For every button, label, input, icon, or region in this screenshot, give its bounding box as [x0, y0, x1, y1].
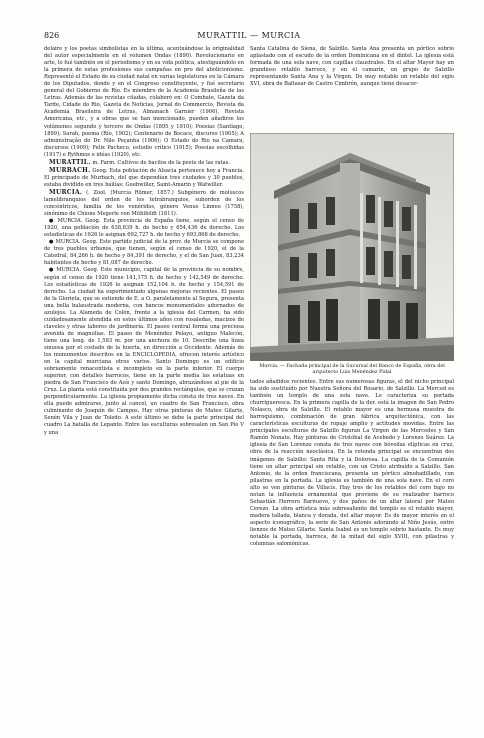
dictionary-entry [44, 189, 244, 218]
sub-entry: ● MURCIA. Geog. Este partido judicial de la prov. de Murcia se compone de tres pueblos urbanos, que tienen, según el censo de 1920, el de la Catedral, 84,266 h. de hecho y 84,391 de derecho, y el de San Juan, 83,234 habitantes de hecho y 81,087 de derecho. [44, 239, 244, 267]
dictionary-entry [44, 167, 244, 189]
entry-text: Geog. Esta población de Alsacia pertenece hoy a Francia. El principado de Murbach, del que dependían tres ciudades y 30 pueblos, estaba dividido en tres bailías: Guebwiller, Saint-Amarin y Watwiller. [44, 167, 244, 188]
left-column [44, 46, 244, 437]
figure-caption: Murcia. — Fachada principal de la Sucursal del Banco de España, obra del arquitecto Luis Menéndez Pidal [259, 363, 445, 376]
figure [250, 133, 454, 376]
entry-headword: MURCIA. [49, 188, 83, 196]
paragraph: Santa Catalina de Siena, de Salzillo. Santa Ana presenta un pórtico sobrio aplastado con el escudo de la orden Dominicana en el dintel. La iglesia está formada de una sola nave, con capillas claustrales. En el altar Mayor hay un grandioso retablo barroco, y en el camarín, un grupo de Salzillo representando Santa Ana y la Virgen. De muy notable un retablo del siglo XVI, obra de Baltasar de Castro Cimbrón, aunque tiene desacer- [250, 46, 454, 88]
right-column-top [250, 46, 454, 88]
running-title: MURATTIL — MURCIA [197, 31, 301, 40]
page-header [44, 31, 454, 41]
dictionary-entry [44, 159, 244, 167]
building-photo [250, 133, 454, 361]
right-column-bottom [250, 379, 454, 548]
paragraph: delaire y los poetas simbolistas en la última, acentuándose la originalidad del autor especialmente en el volumen Ondas (1890). Revolucionario en arte, lo fué también en el periodismo y en su vida política, atestiguándolo en la primera de estas profesiones sus campañas en pro del abolicionismo. Representó el Estado de su ciudad natal en varias legislaturas en la Cámara de los Diputados, donde y en el Congreso constituyente, y fué secretario general del Gobierno de Río. Es miembro de la Academia Brasileña de las Letras. Además de las revistas citadas, colaboró en: O Combate, Gazeta da Tarde, Cidade do Rio, Gazeta de Noticias, Jornal do Commercio, Revista da Academia Brasileira de Letras, Almanach Garnier (1906), Revista Americana, etc., y a obras que se han mencionado, pueden añadirse los volúmenes segundo y tercero de Ondas (1895 y 1910); Poesias (Santiago, 1899); Sarah, poema (Río, 1902); Centenario de Bocace, discurso (1905); A administração do Dr. Nilo Peçanha (1906); O Estado do Rio na Camara, discursos (1909); Felix Pacheco, estudio crítico (1915); Poesias escolhidas (1917) e Rythmos e idéas (1920), etc. [44, 46, 244, 158]
bank-facade-illustration [250, 133, 454, 361]
sub-entry: ● MURCIA. Geog. Esta provincia de España tiene, según el censo de 1920, una población de 638,639 h. de hecho y 654,436 de derecho. Los estadísticas de 1926 le asignan 692,727 h. de hecho y 693,868 de derecho. [44, 218, 244, 239]
paragraph: tados añadidos recientes. Entre sus numerosas figuras, el del nicho principal ha sido sustituído por Nuestra Señora del Rosario, de Salzillo. La Merced es también un templo de una sola nave. Lo caracteriza su portada churrigueresca. En la primera capilla de la der. está la imagen de San Pedro Nolasco, obra de Salzillo. El retablo mayor es una hermosa muestra de barroquismo, combinación de gran fábrica arquitectónica, con las características esculturas de ropaje amplio y actitudes movidas. Entre las principales esculturas de Salzillo figuran La Virgen de las Mercedes y San Ramón Nonato. Hay pinturas de Cristóbal de Acebedo y Lorenzo Suárez. La iglesia de San Lorenzo consta de tres naves con bóvedas elípticas en cruz, obra de la reacción neoclásica. En la rotonda principal se encuentran dos imágenes de Salzillo: Santa Rita y la Dolorosa. La capilla de la Comunión tiene un altar principal sin retablo, con un Cristo atribuído a Salzillo. San Antonio, de la orden franciscana, presenta un pórtico almohadillado, con pilastras en la portada. La iglesia es también de una sola nave. En el coro alto se ven pinturas de Villacís. Hay tres de los retablos del coro bajo no notan la influencia ornamental que proviene de su realizador barroco Sebastián Herrero Barnuevo, y dos paños de un altar lateral por Mateo Cerezo. La obra artística más sobresaliente del templo es el retablo mayor, madera tallada, blanca y dorada, del altar mayor. Es de mayor interés en el aspecto iconográfico, la serie de San Antonio adorando al Niño Jesús, entre lienzos de Mateo Gilarte. Santa Isabel es un templo sobrio bastante. Es muy notable la portada, barroca, de la mitad del siglo XVIII, con pilastras y columnas salomónicas. [250, 379, 454, 548]
entry-headword: MURATTIL. [49, 158, 91, 166]
sub-entry: ● MURCIA. Geog. Este municipio, capital de la provincia de su nombre, según el censo de 1920 tiene 141,175 h. de hecho y 142,549 de derecho. Los estadísticas de 1926 le asignan 152,104 h. de hecho y 154,591 de derecho. La ciudad ha experimentado algunas mejoras recientes. El paseo de la Glorieta, que se extiende de E. a O. paralelamente al Segura, presenta una bella balaustrada moderna, con bancos monumentales adornados de azulejos. La Alameda de Colón, frente a la iglesia del Carmen, ha sido cuidadosamente atendida en estos últimos años con rosaledas, macizos de claveles y otras labores de jardinería. El paseo central forma una preciosa avenida de magnolias. El paseo de Menéndez Pelayo, antiguo Malecón, tiene una long. de 1,583 m. por una anchura de 10. Describe una línea sinuosa por el costado de la huerta, en dirección a Occidente. Además de los monumentos descritos en la ENCICLOPEDIA, ofrecen interés artístico en la capital murciana otros varios. Santo Domingo es un edificio sobriamente renacentista e incompleto en la parte inferior. El cuerpo superior, con detalles barrocos, tiene en la parte media las estatuas en piedra de San Francisco de Asís y santo Domingo, abrazándose al pie de la Cruz. La planta está constituída por dos grandes rectángulos, que se cruzan perpendicularmente. La iglesia propiamente dicha consta de tres naves. En ella puede admirarse, junto al cancel, un cuadro de San Francisco, obra culminante de Joaquín de Campos. Hay otras pinturas de Mateo Gilarte, Senén Vila y Juan de Toledo. A este último se debe la parte principal del cuadro La batalla de Lepanto. Entre las esculturas sobresalen un San Pío V y una [44, 267, 244, 436]
entry-headword: MURBACH. [49, 166, 91, 174]
page-number: 826 [44, 31, 60, 40]
entry-text: m. Farm. Cultivos de bacilos de la peste de las ratas. [92, 159, 231, 166]
entry-text: (. Zool. (Murcia Römer, 1857.) Subgénero de moluscos lamelibranquios del orden de los tetrabranquios, suborden de los concéntricos, familia de los venéridos, género Venus Linneo (1758), sinónimo de Chione Megerle von Mühlfeldt (1811). [44, 189, 244, 218]
